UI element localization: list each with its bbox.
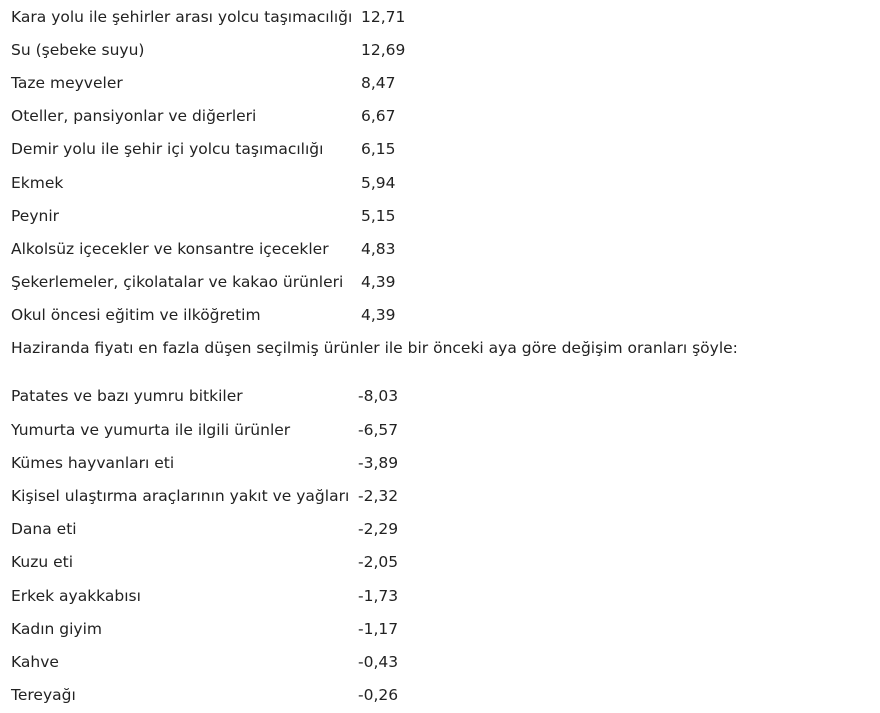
table-row — [11, 513, 398, 546]
item-name: Kadın giyim — [11, 619, 103, 638]
change-rate: 6,67 — [361, 107, 396, 126]
table-row — [11, 612, 398, 645]
change-rate: -2,05 — [358, 553, 399, 572]
item-name: Oteller, pansiyonlar ve diğerleri — [11, 107, 257, 126]
table-row — [11, 0, 405, 33]
table-row — [11, 446, 398, 479]
item-name: Kahve — [11, 652, 59, 671]
item-name: Demir yolu ile şehir içi yolcu taşımacılığı — [11, 140, 324, 159]
rising-prices-body — [11, 0, 405, 332]
change-rate: 12,69 — [361, 40, 406, 59]
item-name: Yumurta ve yumurta ile ilgili ürünler — [11, 420, 291, 439]
change-rate: 6,15 — [361, 140, 396, 159]
rising-prices-table — [11, 0, 405, 332]
table-row — [11, 479, 398, 512]
item-name: Peynir — [11, 206, 60, 225]
change-rate: 4,39 — [361, 273, 396, 292]
falling-prices-body — [11, 380, 398, 712]
item-name: Taze meyveler — [11, 73, 123, 92]
change-rate: -0,26 — [358, 686, 399, 705]
change-rate: -6,57 — [358, 420, 399, 439]
change-rate: 5,15 — [361, 206, 396, 225]
item-name: Kuzu eti — [11, 553, 74, 572]
table-row — [11, 199, 405, 232]
item-name: Ekmek — [11, 173, 64, 192]
falling-prices-table — [11, 380, 398, 712]
spacer — [11, 365, 871, 380]
change-rate: 4,39 — [361, 306, 396, 325]
item-name: Dana eti — [11, 520, 77, 539]
item-name: Tereyağı — [11, 686, 76, 705]
change-rate: 8,47 — [361, 73, 396, 92]
table-row — [11, 33, 405, 66]
change-rate: -1,17 — [358, 619, 399, 638]
change-rate: 12,71 — [361, 7, 406, 26]
table-row — [11, 299, 405, 332]
change-rate: -0,43 — [358, 652, 399, 671]
table-row — [11, 380, 398, 413]
table-row — [11, 579, 398, 612]
change-rate: -8,03 — [358, 387, 399, 406]
item-name: Okul öncesi eğitim ve ilköğretim — [11, 306, 261, 325]
table-row — [11, 232, 405, 265]
change-rate: 5,94 — [361, 173, 396, 192]
change-rate: 4,83 — [361, 239, 396, 258]
table-row — [11, 166, 405, 199]
table-row — [11, 133, 405, 166]
item-name: Kümes hayvanları eti — [11, 453, 175, 472]
change-rate: -3,89 — [358, 453, 399, 472]
falling-prices-caption: Haziranda fiyatı en fazla düşen seçilmiş ürünler ile bir önceki aya göre değişim oranları şöyle: — [11, 338, 738, 357]
table-row — [11, 413, 398, 446]
table-row — [11, 66, 405, 99]
change-rate: -1,73 — [358, 586, 399, 605]
item-name: Patates ve bazı yumru bitkiler — [11, 387, 243, 406]
item-name: Şekerlemeler, çikolatalar ve kakao ürünleri — [11, 273, 344, 292]
change-rate: -2,32 — [358, 487, 399, 506]
table-row — [11, 679, 398, 712]
article-content — [11, 0, 871, 712]
table-row — [11, 100, 405, 133]
item-name: Su (şebeke suyu) — [11, 40, 145, 59]
item-name: Alkolsüz içecekler ve konsantre içecekler — [11, 239, 329, 258]
item-name: Kişisel ulaştırma araçlarının yakıt ve yağları — [11, 487, 350, 506]
item-name: Erkek ayakkabısı — [11, 586, 141, 605]
table-row — [11, 266, 405, 299]
change-rate: -2,29 — [358, 520, 399, 539]
table-row — [11, 546, 398, 579]
table-row — [11, 645, 398, 678]
item-name: Kara yolu ile şehirler arası yolcu taşımacılığı — [11, 7, 353, 26]
